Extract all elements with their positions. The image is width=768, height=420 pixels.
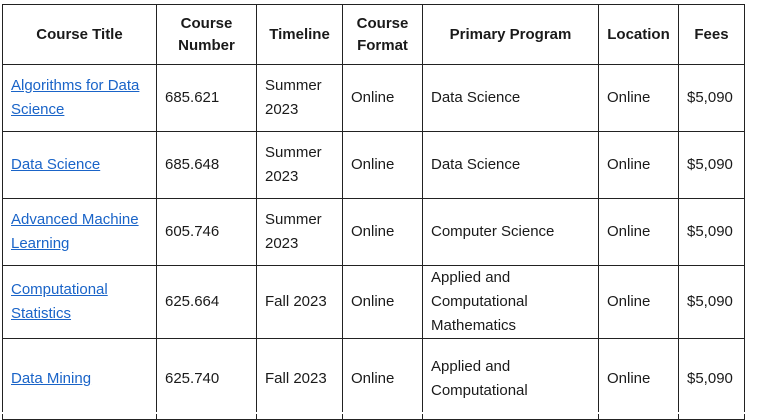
- format-cell: Online: [343, 339, 423, 420]
- header-fees: Fees: [679, 5, 745, 65]
- course-number-cell: 625.664: [157, 266, 257, 339]
- course-number-cell: 605.746: [157, 199, 257, 266]
- program-cell: Data Science: [423, 132, 599, 199]
- header-course-number: Course Number: [157, 5, 257, 65]
- fees-cell: $5,090: [679, 266, 745, 339]
- table-header-row: [3, 5, 745, 65]
- course-title-cell: [3, 65, 157, 132]
- location-cell: Online: [599, 65, 679, 132]
- format-cell: Online: [343, 266, 423, 339]
- format-cell: Online: [343, 199, 423, 266]
- table-row: [3, 199, 745, 266]
- timeline-cell: Fall 2023: [257, 339, 343, 420]
- course-title-link[interactable]: Data Science: [11, 156, 101, 173]
- course-title-cell: [3, 339, 157, 420]
- course-title-link[interactable]: Algorithms for Data Science: [11, 77, 140, 118]
- course-title-cell: [3, 132, 157, 199]
- location-cell: Online: [599, 266, 679, 339]
- format-cell: Online: [343, 132, 423, 199]
- header-primary-program: Primary Program: [423, 5, 599, 65]
- fees-cell: $5,090: [679, 132, 745, 199]
- course-title-link[interactable]: Data Mining: [11, 370, 92, 387]
- fees-cell: $5,090: [679, 339, 745, 420]
- location-cell: Online: [599, 132, 679, 199]
- program-cell: Applied and Computational Mathematics: [423, 266, 599, 339]
- course-title-link[interactable]: Advanced Machine Learning: [11, 211, 139, 252]
- course-title-cell: [3, 199, 157, 266]
- course-number-cell: 685.621: [157, 65, 257, 132]
- course-title-link[interactable]: Computational Statistics: [11, 281, 108, 322]
- location-cell: Online: [599, 199, 679, 266]
- courses-table: [2, 4, 745, 420]
- course-title-cell: [3, 266, 157, 339]
- format-cell: Online: [343, 65, 423, 132]
- header-location: Location: [599, 5, 679, 65]
- program-cell: Computer Science: [423, 199, 599, 266]
- header-timeline: Timeline: [257, 5, 343, 65]
- table-row: [3, 266, 745, 339]
- program-cell: Data Science: [423, 65, 599, 132]
- table-row: [3, 65, 745, 132]
- fees-cell: $5,090: [679, 65, 745, 132]
- fees-cell: $5,090: [679, 199, 745, 266]
- course-number-cell: 685.648: [157, 132, 257, 199]
- location-cell: Online: [599, 339, 679, 420]
- header-course-title: Course Title: [3, 5, 157, 65]
- table-row: [3, 132, 745, 199]
- course-number-cell: 625.740: [157, 339, 257, 420]
- timeline-cell: Fall 2023: [257, 266, 343, 339]
- timeline-cell: Summer 2023: [257, 65, 343, 132]
- timeline-cell: Summer 2023: [257, 132, 343, 199]
- table-row: [3, 339, 745, 420]
- program-cell: Applied and Computational: [423, 339, 599, 420]
- timeline-cell: Summer 2023: [257, 199, 343, 266]
- header-course-format: Course Format: [343, 5, 423, 65]
